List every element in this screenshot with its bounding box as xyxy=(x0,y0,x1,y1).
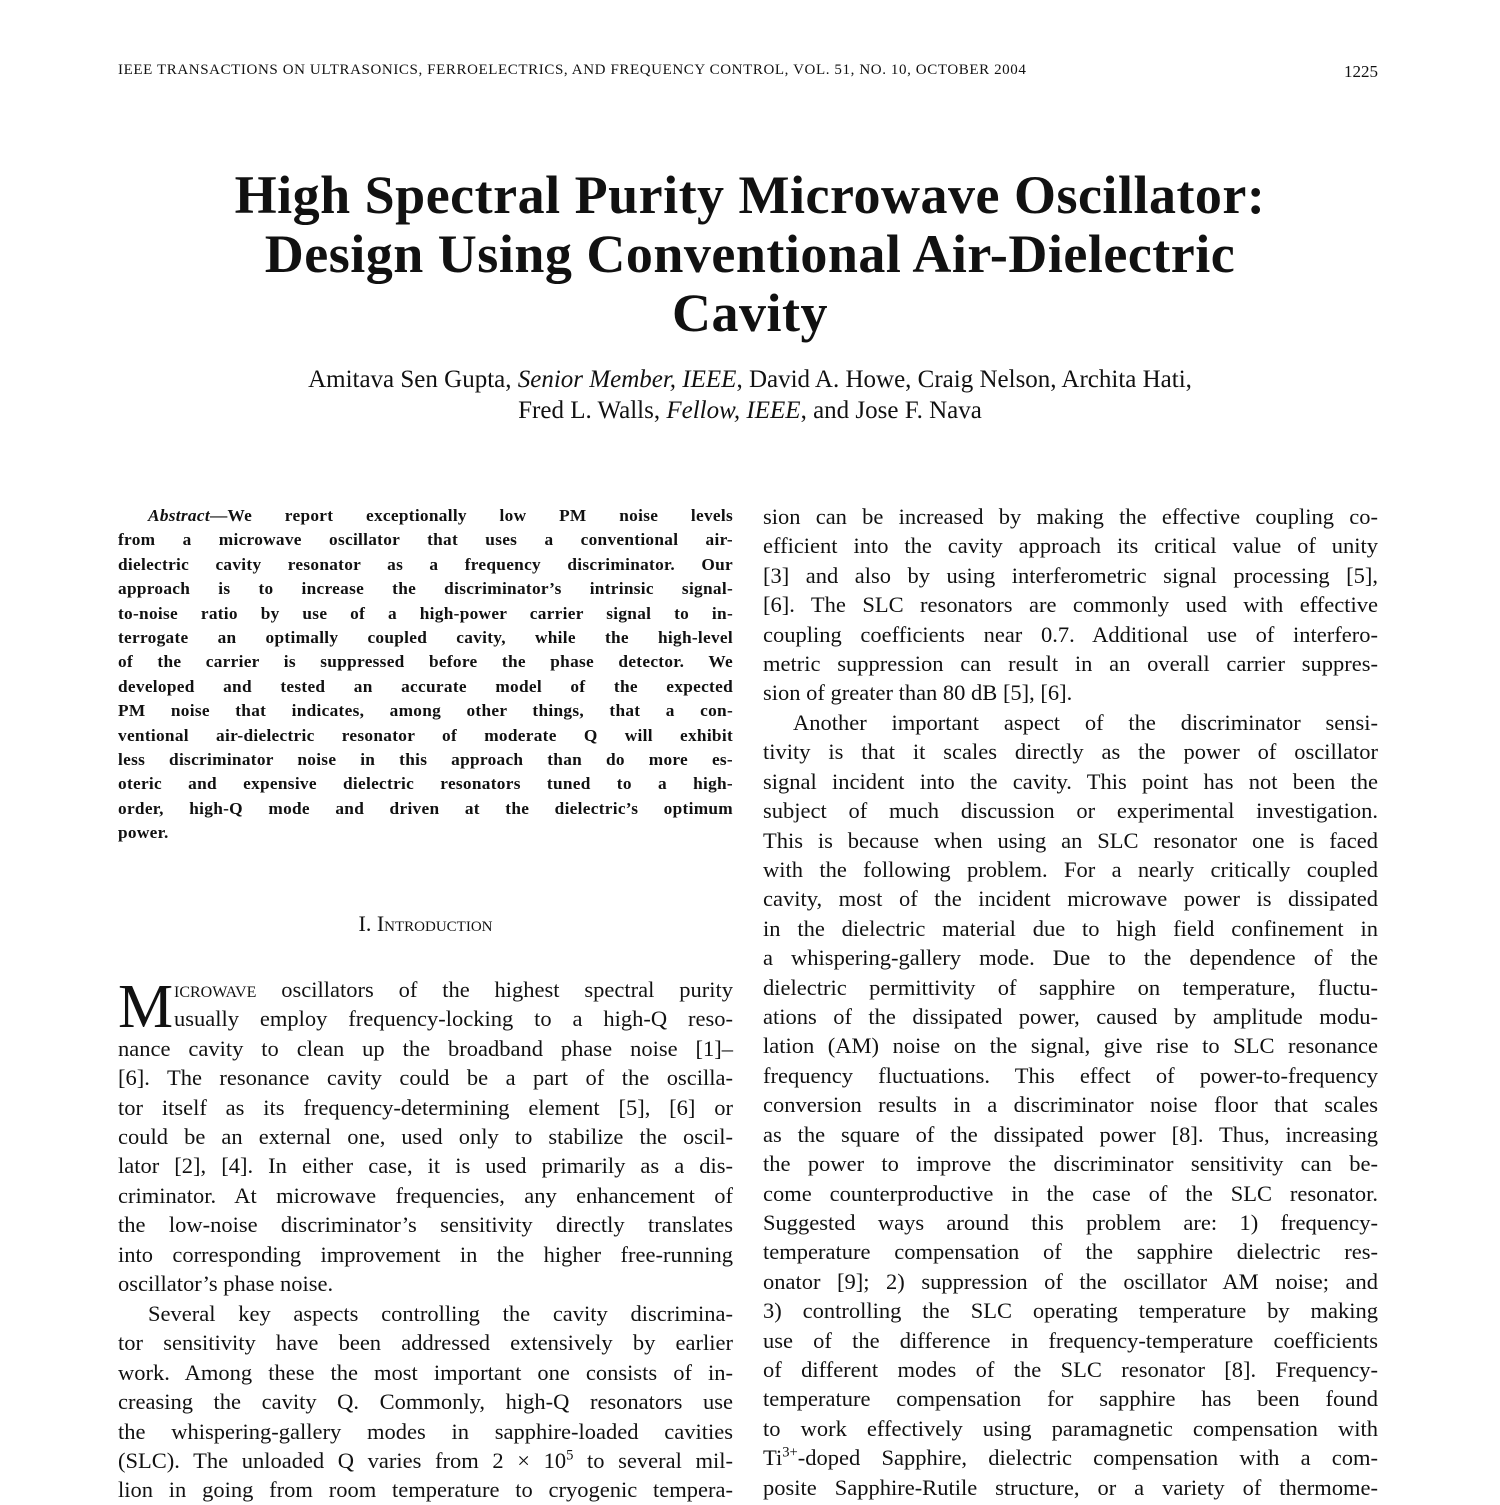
line-text: Suggested ways around this problem are: 1) frequency- xyxy=(763,1209,1378,1235)
text-line xyxy=(763,1120,1378,1149)
text-line xyxy=(763,855,1378,884)
line-text: efficient into the cavity approach its critical value of unity xyxy=(763,533,1378,559)
line-text: tor itself as its frequency-determining element [5], [6] or xyxy=(118,1094,733,1120)
text-line xyxy=(763,1061,1378,1090)
line-text: metric suppression can result in an overall carrier suppres- xyxy=(763,651,1378,677)
line-text: onator [9]; 2) suppression of the oscillator AM noise; and xyxy=(763,1268,1378,1294)
line-text: the low-noise discriminator’s sensitivity directly translates xyxy=(118,1212,733,1238)
text-line xyxy=(118,1093,733,1122)
line-text: Several key aspects controlling the cavity discrimina- xyxy=(148,1301,733,1326)
line-text: lation (AM) noise on the signal, give rise to SLC resonance xyxy=(763,1033,1378,1059)
line-text: This is because when using an SLC resonator one is faced xyxy=(763,827,1378,853)
text-line xyxy=(763,1326,1378,1355)
abstract-label: Abstract xyxy=(148,506,210,525)
paper-title xyxy=(100,166,1400,343)
text-line xyxy=(118,675,733,699)
text-line xyxy=(118,724,733,748)
line-text: conversion results in a discriminator noise floor that scales xyxy=(763,1092,1378,1118)
text-line xyxy=(118,1299,733,1328)
text-line xyxy=(763,1237,1378,1266)
text-line xyxy=(763,1267,1378,1296)
text-line xyxy=(118,975,733,1004)
text-line xyxy=(118,626,733,650)
text-line xyxy=(118,553,733,577)
text-line xyxy=(763,649,1378,678)
line-text: dielectric cavity resonator as a frequency discriminator. Our xyxy=(118,554,733,574)
author-text: , David A. Howe, Craig Nelson, Archita Hati, xyxy=(736,366,1192,393)
text-line xyxy=(118,577,733,601)
text-line xyxy=(763,796,1378,825)
line-text: [3] and also by using interferometric signal processing [5], xyxy=(763,562,1378,588)
text-line xyxy=(763,1002,1378,1031)
line-text: sion of greater than 80 dB [5], [6]. xyxy=(763,680,1073,706)
line-text: in the dielectric material due to high field confinement in xyxy=(763,915,1378,941)
line-text: criminator. At microwave frequencies, any enhancement of xyxy=(118,1182,733,1208)
text-line xyxy=(763,1208,1378,1237)
text-line xyxy=(118,504,733,528)
text-line xyxy=(118,1210,733,1239)
text-line xyxy=(763,826,1378,855)
intro-paragraph-2 xyxy=(118,1299,733,1505)
text-line xyxy=(763,1031,1378,1060)
text-line xyxy=(763,502,1378,531)
text-line xyxy=(763,1355,1378,1384)
intro-paragraph-1 xyxy=(118,975,733,1298)
text-line xyxy=(763,1090,1378,1119)
text-line xyxy=(118,748,733,772)
line-text: -doped Sapphire, dielectric compensation with a com- xyxy=(797,1445,1378,1471)
line-text: of the carrier is suppressed before the phase detector. We xyxy=(118,652,733,672)
line-text: work. Among these the most important one consists of in- xyxy=(118,1359,733,1385)
line-text: use of the difference in frequency-temperature coefficients xyxy=(763,1327,1378,1353)
line-text: coupling coefficients near 0.7. Additional use of interfero- xyxy=(763,621,1378,647)
line-text: with the following problem. For a nearly critically coupled xyxy=(763,857,1378,883)
author-text: Amitava Sen Gupta, xyxy=(308,366,518,393)
text-line xyxy=(118,797,733,821)
right-paragraph-2 xyxy=(763,708,1378,1502)
text-line xyxy=(118,821,733,845)
text-line xyxy=(763,1149,1378,1178)
text-line xyxy=(118,1328,733,1357)
running-head: IEEE TRANSACTIONS ON ULTRASONICS, FERROELECTRICS, AND FREQUENCY CONTROL, VOL. 51, NO. 10, OCTOBER 2004 xyxy=(118,62,1027,78)
text-line xyxy=(118,1181,733,1210)
line-text: a whispering-gallery mode. Due to the dependence of the xyxy=(763,945,1378,971)
line-text: oscillator’s phase noise. xyxy=(118,1271,334,1297)
text-line xyxy=(763,1179,1378,1208)
line-text: of different modes of the SLC resonator [8]. Frequency- xyxy=(763,1356,1378,1382)
line-text: power. xyxy=(118,823,169,843)
text-line xyxy=(118,1034,733,1063)
text-line xyxy=(763,561,1378,590)
line-text: the power to improve the discriminator sensitivity can be- xyxy=(763,1151,1378,1177)
text-line xyxy=(763,737,1378,766)
line-text: Ti xyxy=(763,1445,783,1471)
text-line xyxy=(763,590,1378,619)
text-line xyxy=(763,1443,1378,1472)
line-text: creasing the cavity Q. Commonly, high-Q resonators use xyxy=(118,1389,733,1415)
author-line xyxy=(100,395,1400,426)
line-text: into corresponding improvement in the higher free-running xyxy=(118,1241,733,1267)
text-line xyxy=(763,884,1378,913)
line-text: [6]. The SLC resonators are commonly used with effective xyxy=(763,592,1378,618)
text-line xyxy=(118,1446,733,1475)
text-line xyxy=(763,708,1378,737)
line-text: sion can be increased by making the effective coupling co- xyxy=(763,504,1378,529)
line-text: usually employ frequency-locking to a high-Q reso- xyxy=(174,1006,733,1032)
author-text: Fred L. Walls, xyxy=(518,397,667,424)
line-text: posite Sapphire-Rutile structure, or a variety of thermome- xyxy=(763,1474,1378,1500)
line-text: terrogate an optimally coupled cavity, while the high-level xyxy=(118,628,733,648)
line-text: to several mil- xyxy=(573,1448,733,1474)
text-line xyxy=(118,1358,733,1387)
text-line xyxy=(118,772,733,796)
line-text: signal incident into the cavity. This point has not been the xyxy=(763,768,1378,794)
line-text: as the square of the dissipated power [8]. Thus, increasing xyxy=(763,1121,1378,1147)
line-text: [6]. The resonance cavity could be a part of the oscilla- xyxy=(118,1065,733,1091)
superscript: 3+ xyxy=(782,1444,798,1461)
author-membership: Fellow, IEEE xyxy=(666,397,801,424)
line-text: 3) controlling the SLC operating temperature by making xyxy=(763,1298,1378,1324)
line-text: oscillators of the highest spectral purity xyxy=(256,977,733,1002)
line-text: from a microwave oscillator that uses a conventional air- xyxy=(118,530,733,550)
title-line: Cavity xyxy=(672,283,828,343)
line-text: subject of much discussion or experimental investigation. xyxy=(763,798,1378,824)
text-line xyxy=(118,528,733,552)
text-line xyxy=(118,1240,733,1269)
text-line xyxy=(118,1269,733,1298)
text-line xyxy=(118,1063,733,1092)
line-text: —We report exceptionally low PM noise levels xyxy=(209,506,733,525)
line-text: to work effectively using paramagnetic compensation with xyxy=(763,1415,1378,1441)
line-text: oteric and expensive dielectric resonators tuned to a high- xyxy=(118,774,733,794)
text-line xyxy=(763,1414,1378,1443)
line-text: cavity, most of the incident microwave power is dissipated xyxy=(763,886,1378,912)
text-line xyxy=(763,943,1378,972)
line-text: frequency fluctuations. This effect of power-to-frequency xyxy=(763,1062,1378,1088)
line-text: come counterproductive in the case of the SLC resonator. xyxy=(763,1180,1378,1206)
line-text: to-noise ratio by use of a high-power carrier signal to in- xyxy=(118,603,733,623)
line-text: the whispering-gallery modes in sapphire-loaded cavities xyxy=(118,1418,733,1444)
text-line xyxy=(118,650,733,674)
line-text: Another important aspect of the discriminator sensi- xyxy=(793,710,1378,735)
first-word: icrowave xyxy=(174,977,257,1002)
line-text: nance cavity to clean up the broadband phase noise [1]– xyxy=(118,1035,733,1061)
text-line xyxy=(118,602,733,626)
line-text: could be an external one, used only to stabilize the oscil- xyxy=(118,1124,733,1150)
line-text: order, high-Q mode and driven at the dielectric’s optimum xyxy=(118,798,733,818)
line-text: lator [2], [4]. In either case, it is used primarily as a dis- xyxy=(118,1153,733,1179)
title-line: High Spectral Purity Microwave Oscillator: xyxy=(234,165,1266,225)
text-line xyxy=(118,1387,733,1416)
author-list xyxy=(100,364,1400,426)
text-line xyxy=(118,1151,733,1180)
text-line xyxy=(118,699,733,723)
text-line xyxy=(763,767,1378,796)
text-line xyxy=(763,1296,1378,1325)
line-text: temperature compensation of the sapphire dielectric res- xyxy=(763,1239,1378,1265)
line-text: temperature compensation for sapphire has been found xyxy=(763,1386,1378,1412)
text-line xyxy=(763,1473,1378,1502)
text-line xyxy=(763,531,1378,560)
line-text: ventional air-dielectric resonator of moderate Q will exhibit xyxy=(118,725,733,745)
text-line xyxy=(763,914,1378,943)
page-number: 1225 xyxy=(1344,62,1378,81)
text-line xyxy=(118,1122,733,1151)
line-text: dielectric permittivity of sapphire on temperature, fluctu- xyxy=(763,974,1378,1000)
text-line xyxy=(118,1475,733,1504)
drop-cap: M xyxy=(118,973,174,1041)
author-line xyxy=(100,364,1400,395)
text-line xyxy=(763,620,1378,649)
line-text: (SLC). The unloaded Q varies from 2 × 10 xyxy=(118,1448,567,1474)
line-text: ations of the dissipated power, caused by amplitude modu- xyxy=(763,1004,1378,1030)
author-text: , and Jose F. Nava xyxy=(800,397,982,424)
line-text: lion in going from room temperature to cryogenic tempera- xyxy=(118,1477,733,1503)
line-text: tivity is that it scales directly as the power of oscillator xyxy=(763,739,1378,765)
title-line: Design Using Conventional Air-Dielectric xyxy=(264,224,1236,284)
text-line xyxy=(763,678,1378,707)
line-text: tor sensitivity have been addressed extensively by earlier xyxy=(118,1330,733,1356)
line-text: approach is to increase the discriminator’s intrinsic signal- xyxy=(118,579,733,599)
author-membership: Senior Member, IEEE xyxy=(517,366,737,393)
text-line xyxy=(118,1004,733,1033)
line-text: PM noise that indicates, among other things, that a con- xyxy=(118,701,733,721)
superscript: 5 xyxy=(566,1447,574,1464)
section-heading: I. Introduction xyxy=(358,911,493,936)
line-text: developed and tested an accurate model of the expected xyxy=(118,676,733,696)
line-text: less discriminator noise in this approach than do more es- xyxy=(118,750,733,770)
text-line xyxy=(118,1417,733,1446)
text-line xyxy=(763,1384,1378,1413)
right-paragraph-1 xyxy=(763,502,1378,708)
text-line xyxy=(763,973,1378,1002)
abstract xyxy=(118,504,733,846)
